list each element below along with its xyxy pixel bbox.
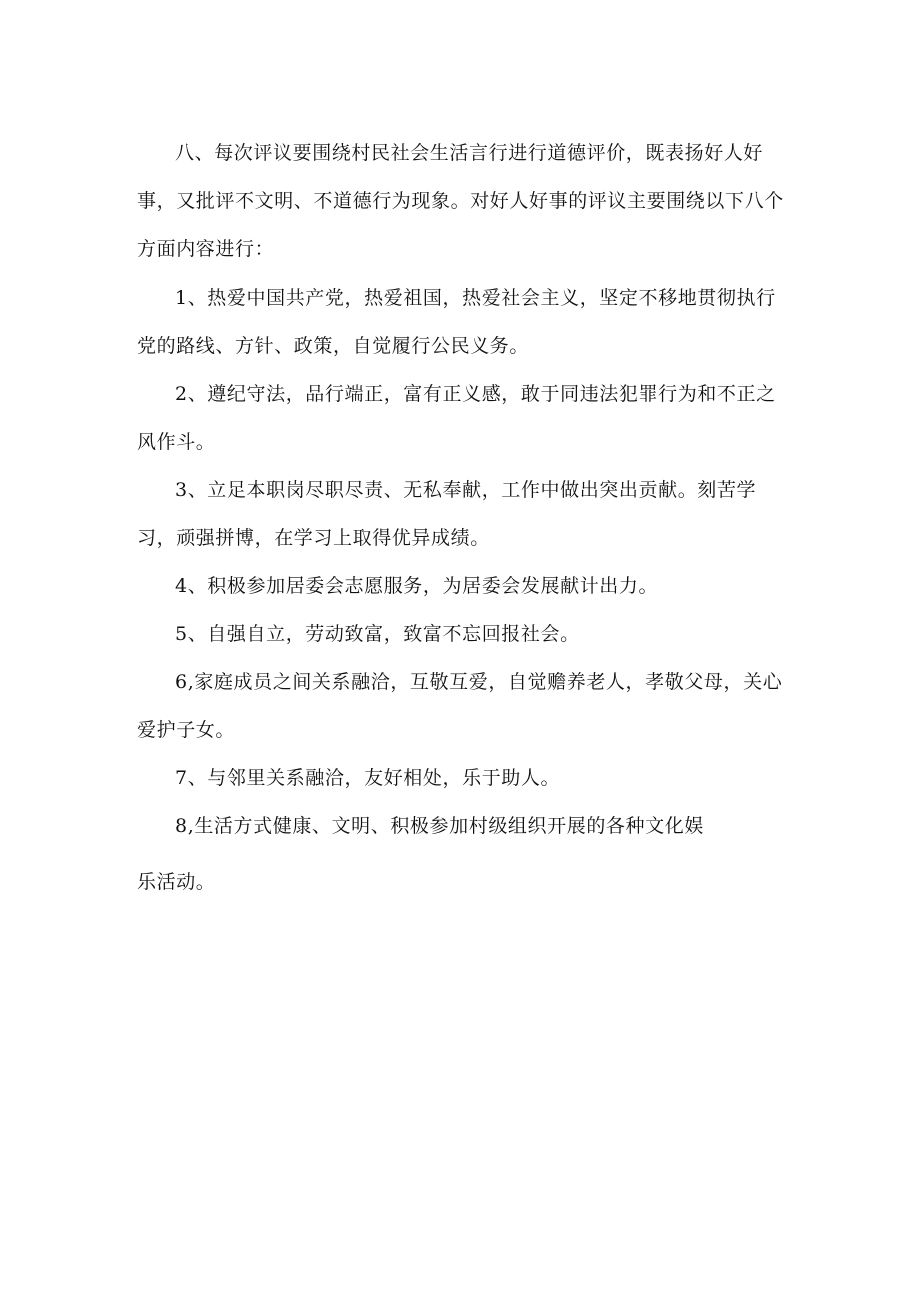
paragraph-intro: 八、每次评议要围绕村民社会生活言行进行道德评价，既表扬好人好事，又批评不文明、不道德行为现象。对好人好事的评议主要围绕以下八个方面内容进行： — [137, 142, 784, 260]
paragraph-item-2: 2、遵纪守法，品行端正，富有正义感，敢于同违法犯罪行为和不正之风作斗。 — [137, 383, 776, 453]
paragraph-item-1: 1、热爱中国共产党，热爱祖国，热爱社会主义，坚定不移地贯彻执行党的路线、方针、政策，自觉履行公民义务。 — [137, 287, 776, 357]
paragraph-item-4: 4、积极参加居委会志愿服务，为居委会发展献计出力。 — [175, 575, 659, 597]
paragraph-item-7: 7、与邻里关系融洽，友好相处，乐于助人。 — [175, 767, 561, 789]
paragraph-item-8-continuation: 乐活动。 — [137, 871, 216, 893]
paragraph-item-8: 8,生活方式健康、文明、积极参加村级组织开展的各种文化娱 — [175, 815, 704, 837]
paragraph-item-6: 6,家庭成员之间关系融洽，互敬互爱，自觉赡养老人，孝敬父母，关心爱护子女。 — [137, 671, 783, 741]
paragraph-item-3: 3、立足本职岗尽职尽责、无私奉献，工作中做出突出贡献。刻苦学习，顽强拼博，在学习上取得优异成绩。 — [137, 479, 757, 549]
paragraph-item-5: 5、自强自立，劳动致富，致富不忘回报社会。 — [175, 623, 580, 645]
